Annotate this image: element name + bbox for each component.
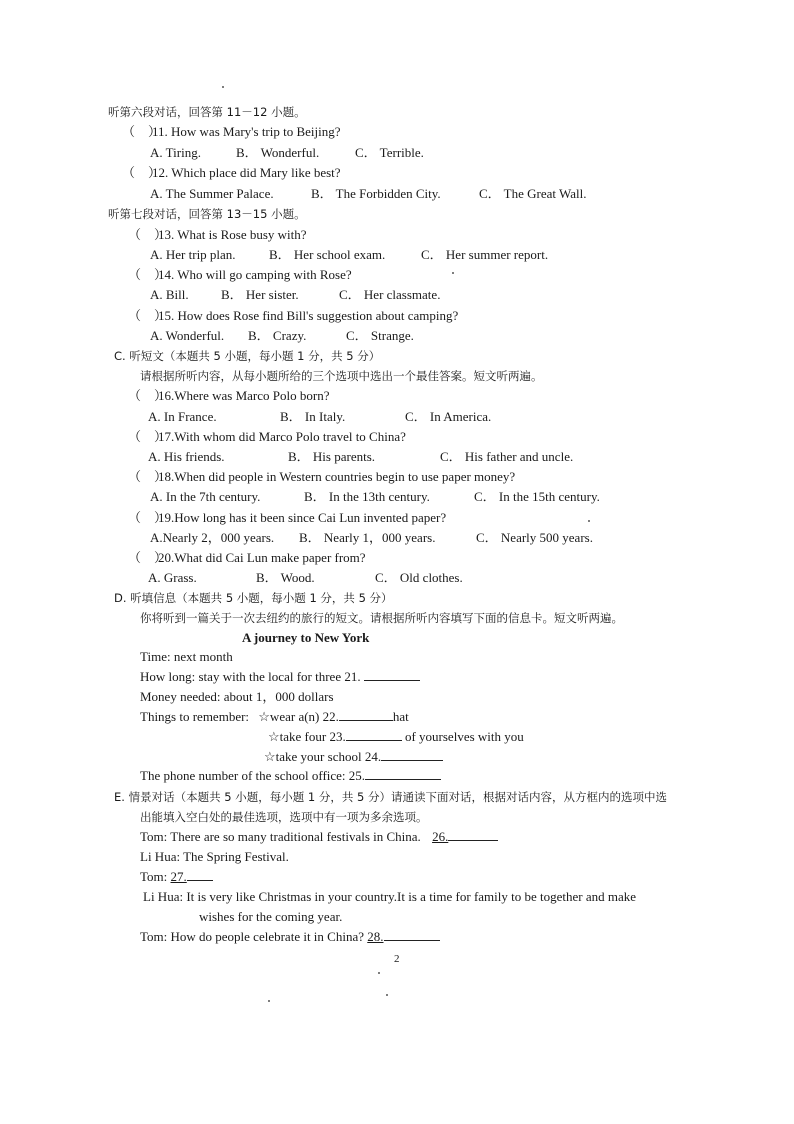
scan-speck — [588, 520, 590, 522]
question-text: 18.When did people in Western countries begin to use paper money? — [158, 469, 516, 484]
info-thing-3: ☆take your school 24. — [264, 749, 382, 764]
option-c: C． Her classmate. — [339, 287, 441, 302]
scan-speck — [268, 1000, 270, 1002]
section-e-header: E. 情景对话（本题共 5 小题，每小题 1 分，共 5 分）请通读下面对话，根据对话内容，从方框内的选项中选 — [114, 790, 667, 804]
info-how-long-text: How long: stay with the local for three 21. — [140, 669, 361, 684]
question-text: 12. Which place did Mary like best? — [152, 165, 341, 180]
blank-28[interactable] — [384, 929, 440, 941]
option-c: C． In the 15th century. — [474, 489, 600, 504]
option-c: C． Old clothes. — [375, 570, 463, 585]
question-20 — [128, 550, 366, 566]
option-a: A. Tiring. — [150, 145, 201, 160]
blank-24[interactable] — [381, 749, 443, 761]
info-money: Money needed: about 1，000 dollars — [140, 689, 334, 704]
question-text: 14. Who will go camping with Rose? — [158, 267, 352, 282]
question-text: 11. How was Mary's trip to Beijing? — [152, 124, 341, 139]
question-text: 19.How long has it been since Cai Lun invented paper? — [158, 510, 447, 525]
blank-23[interactable] — [346, 729, 402, 741]
option-a: A. Bill. — [150, 287, 189, 302]
question-18 — [128, 469, 515, 485]
blank-21[interactable] — [364, 669, 420, 681]
blank-27-number: 27. — [170, 869, 187, 884]
info-phone-text: The phone number of the school office: 25. — [140, 768, 366, 783]
question-19 — [128, 510, 446, 526]
question-text: 13. What is Rose busy with? — [158, 227, 307, 242]
option-c: C． Her summer report. — [421, 247, 549, 262]
answer-paren: （ ） — [128, 469, 168, 484]
answer-paren: （ ） — [128, 510, 168, 525]
question-text: 16.Where was Marco Polo born? — [158, 388, 330, 403]
section-7-header: 听第七段对话，回答第 13－15 小题。 — [108, 207, 306, 221]
dialogue-line-4b: wishes for the coming year. — [199, 909, 343, 924]
section-d-header: D. 听填信息（本题共 5 小题，每小题 1 分，共 5 分） — [114, 591, 393, 605]
info-phone — [140, 768, 441, 784]
info-thing-2: ☆take four 23. — [268, 729, 346, 744]
answer-paren: （ ） — [128, 227, 168, 242]
section-c-header: C. 听短文（本题共 5 小题，每小题 1 分，共 5 分） — [114, 349, 381, 363]
blank-27[interactable] — [187, 869, 213, 881]
answer-paren: （ ） — [128, 550, 168, 565]
option-b: B． Wood. — [256, 570, 315, 585]
option-c: C． In America. — [405, 409, 492, 424]
option-b: B． The Forbidden City. — [311, 186, 441, 201]
blank-26[interactable] — [448, 829, 498, 841]
dialogue-line-5 — [140, 929, 440, 945]
dialogue-line-1 — [140, 829, 498, 845]
blank-28-number: 28. — [367, 929, 384, 944]
info-thing-3-line — [264, 749, 443, 765]
option-b: B． In Italy. — [280, 409, 346, 424]
option-a: A. The Summer Palace. — [150, 186, 274, 201]
question-13 — [128, 227, 307, 243]
option-a: A. Grass. — [148, 570, 197, 585]
option-b: B． His parents. — [288, 449, 376, 464]
option-b: B． Crazy. — [248, 328, 307, 343]
answer-paren: （ ） — [128, 308, 168, 323]
option-b: B． Nearly 1，000 years. — [299, 530, 436, 545]
dialogue-speaker: Tom: — [140, 869, 168, 884]
section-c-instructions: 请根据所听内容，从每小题所给的三个选项中选出一个最佳答案。短文听两遍。 — [140, 369, 543, 383]
option-a: A. In France. — [148, 409, 217, 424]
section-6-header: 听第六段对话，回答第 11－12 小题。 — [108, 105, 306, 119]
section-e-header-2: 出能填入空白处的最佳选项，选项中有一项为多余选项。 — [140, 810, 428, 824]
option-c: C． Strange. — [346, 328, 414, 343]
option-b: B． In the 13th century. — [304, 489, 430, 504]
answer-paren: （ ） — [128, 388, 168, 403]
question-15 — [128, 308, 458, 324]
question-17 — [128, 429, 406, 445]
answer-paren: （ ） — [122, 124, 162, 139]
dialogue-text: Tom: There are so many traditional festivals in China. — [140, 829, 421, 844]
option-a: A. Wonderful. — [150, 328, 225, 343]
question-14 — [128, 267, 352, 283]
option-a: A. In the 7th century. — [150, 489, 261, 504]
option-c: C． Terrible. — [355, 145, 424, 160]
option-c: C． Nearly 500 years. — [476, 530, 593, 545]
dialogue-line-4: Li Hua: It is very like Christmas in your country.It is a time for family to be together and make — [143, 889, 637, 904]
option-a: A. Her trip plan. — [150, 247, 236, 262]
answer-paren: （ ） — [122, 165, 162, 180]
dialogue-line-3 — [140, 869, 213, 885]
section-d-instructions: 你将听到一篇关于一次去纽约的旅行的短文。请根据所听内容填写下面的信息卡。短文听两遍。 — [140, 611, 623, 625]
dialogue-text: Tom: How do people celebrate it in China? — [140, 929, 364, 944]
scan-speck — [386, 994, 388, 996]
info-thing-2-line — [268, 729, 524, 745]
blank-26-number: 26. — [432, 829, 449, 844]
question-11 — [122, 124, 341, 140]
blank-25[interactable] — [365, 768, 441, 780]
info-thing-1-post: hat — [392, 709, 409, 724]
blank-22[interactable] — [339, 709, 393, 721]
answer-paren: （ ） — [128, 267, 168, 282]
scan-speck — [452, 272, 454, 274]
question-text: 17.With whom did Marco Polo travel to China? — [158, 429, 406, 444]
info-things-label: Things to remember: — [140, 709, 250, 724]
question-16 — [128, 388, 329, 404]
info-how-long — [140, 669, 420, 685]
question-text: 15. How does Rose find Bill's suggestion about camping? — [158, 308, 459, 323]
option-b: B． Wonderful. — [236, 145, 320, 160]
option-b: B． Her school exam. — [269, 247, 386, 262]
info-things — [140, 709, 409, 725]
answer-paren: （ ） — [128, 429, 168, 444]
page-number: 2 — [394, 953, 400, 965]
scan-speck — [222, 86, 224, 88]
dialogue-line-2: Li Hua: The Spring Festival. — [140, 849, 289, 864]
info-thing-2-post: of yourselves with you — [404, 729, 524, 744]
info-time: Time: next month — [140, 649, 233, 664]
question-text: 20.What did Cai Lun make paper from? — [158, 550, 366, 565]
info-card-title: A journey to New York — [242, 630, 370, 645]
option-c: C． The Great Wall. — [479, 186, 587, 201]
option-a: A. His friends. — [148, 449, 225, 464]
option-c: C． His father and uncle. — [440, 449, 574, 464]
scan-speck — [378, 972, 380, 974]
info-thing-1: ☆wear a(n) 22. — [258, 709, 339, 724]
option-a: A.Nearly 2，000 years. — [150, 530, 275, 545]
question-12 — [122, 165, 341, 181]
option-b: B． Her sister. — [221, 287, 299, 302]
